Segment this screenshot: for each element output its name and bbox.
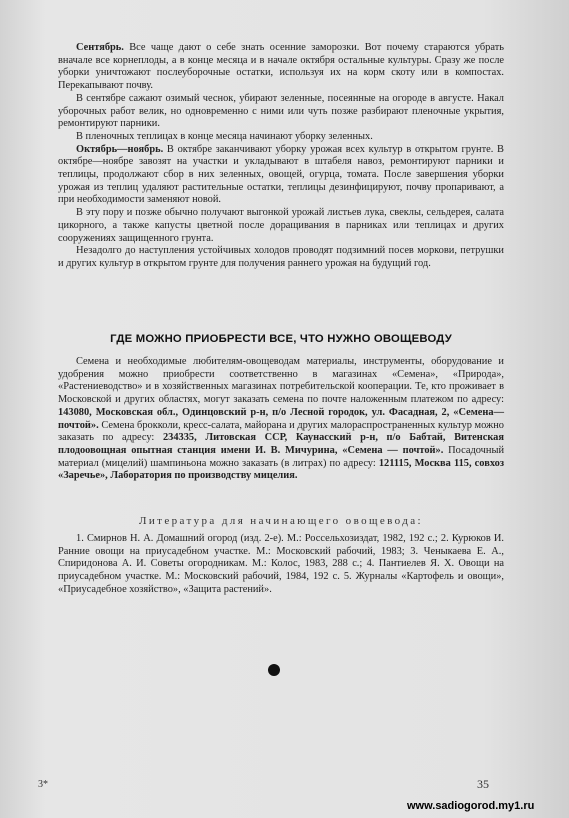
page-number: 35	[477, 777, 489, 791]
paragraph: В пленочных теплицах в конце месяца начинают уборку зеленных.	[76, 130, 373, 142]
paragraph-october-november	[58, 144, 504, 208]
supply-section	[58, 356, 504, 483]
paragraph-supplies	[58, 356, 504, 483]
literature-title: Литература для начинающего овощевода:	[138, 515, 423, 527]
literature-list	[58, 533, 504, 597]
paragraph-text: Все чаще дают о себе знать осенние заморозки. Вот почему стараются убрать вначале все корнеплоды, а в конце месяца и в начале октября остальные культуры. Сразу же после уборки уничтожают послеуборочные остатки, используя их на корм скоту или в компостах. Перекапывают почву.	[58, 42, 504, 92]
paragraph-lead: Сентябрь.	[76, 42, 124, 53]
paragraph-lead: Октябрь—ноябрь.	[76, 143, 164, 155]
paragraph-text: Посадочный материал (мицелий) шампиньона можно заказать (в литрах) по адресу:	[58, 444, 505, 469]
paragraph: В эту пору и позже обычно получают выгонкой урожай листьев лука, свеклы, сельдерея, салата цикорного, а также капусты цветной после доращивания в парниках или теплицах и других сооружениях защищенного грунта.	[58, 207, 504, 244]
address-2: 234335, Литовская ССР, Каунасский р-н, п/о Бабтай, Витенская плодоовощная опытная станция имени И. В. Мичурина, «Семена — почтой».	[58, 432, 504, 456]
paragraph-text: В октябре заканчивают уборку урожая всех культур в открытом грунте. В октябре—ноябре завозят на участки и укладывают в штабеля навоз, ремонтируют парники и теплицы, продолжают сбор в них зеленных, овощей, огурца, томата. После завершения уборки урожая из теплиц удаляют растительные остатки, теплицы дезинфицируют, почву пропаривают, а при необходимости заменяют новой.	[58, 143, 504, 206]
paragraph-text: Семена и необходимые любителям-овощеводам материалы, инструменты, оборудование и удобрения можно приобрести соответственно в магазинах «Семена», «Природа», «Растениеводство» и в хозяйственных магазинах потребительской кооперации. Те, кто проживает в Московской и других областях, могут заказать семена по почте наложенным платежом по адресу:	[58, 356, 504, 406]
paragraph-text: Семена брокколи, кресс-салата, майорана и других малораспространенных культур можно заказать по адресу:	[58, 419, 504, 444]
signature-mark: 3*	[38, 779, 48, 790]
address-3: 121115, Москва 115, совхоз «Заречье», Лаборатория по производству мицелия.	[58, 457, 504, 482]
punch-hole-mark	[268, 664, 280, 676]
section-heading: ГДЕ МОЖНО ПРИОБРЕСТИ ВСЕ, ЧТО НУЖНО ОВОЩЕВОДУ	[110, 333, 452, 345]
paragraph: В сентябре сажают озимый чеснок, убирают зеленные, посеянные на огороде в августе. Накал уборочных работ велик, но одновременно с ними или чуть позже разбирают пленочные укрытия, ремонтируют парники.	[58, 92, 504, 130]
watermark-url: www.sadiogorod.my1.ru	[407, 800, 535, 812]
calendar-section	[58, 42, 504, 271]
paragraph: Незадолго до наступления устойчивых холодов проводят подзимний посев моркови, петрушки и других культур в открытом грунте для получения раннего урожая на будущий год.	[58, 245, 504, 269]
literature-text: 1. Смирнов Н. А. Домашний огород (изд. 2-е). М.: Россельхозиздат, 1982, 192 с.; 2. Курюков И. Ранние овощи на приусадебном участке. М.: Московский рабочий, 1983; 3. Ченыкаева Е. А., Спиридонова А. И. Советы огородникам. М.: Колос, 1983, 288 с.; 4. Пантиелев Я. Х. Овощи на приусадебном участке. М.: Московский рабочий, 1984, 192 с. 5. Журналы «Картофель и овощи», «Приусадебное хозяйство», «Защита растений».	[58, 533, 504, 595]
paragraph-september	[58, 42, 504, 93]
address-1: 143080, Московская обл., Одинцовский р-н, п/о Лесной городок, ул. Фасадная, 2, «Семена—почтой».	[58, 406, 504, 431]
